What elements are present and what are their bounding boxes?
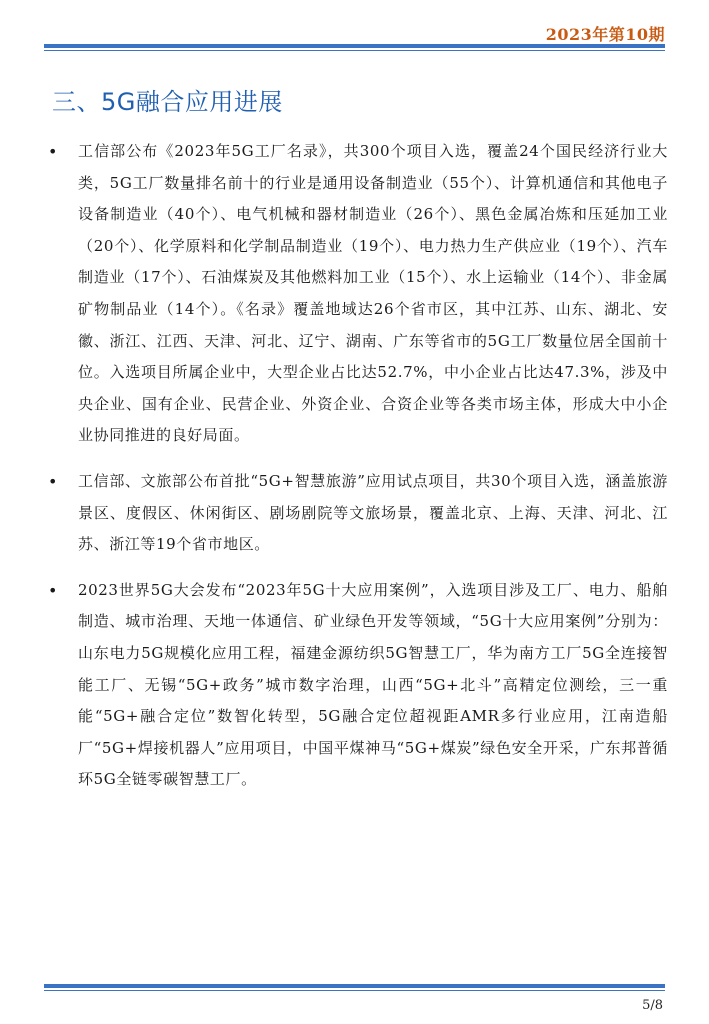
header-rule [44, 44, 665, 51]
page-number: 5/8 [642, 998, 663, 1013]
bullet-text: 2023世界5G大会发布“2023年5G十大应用案例”，入选项目涉及工厂、电力、船舶制造、城市治理、天地一体通信、矿业绿色开发等领域，“5G十大应用案例”分别为：山东电力5G规模化应用工程，福建金源纺织5G智慧工厂，华为南方工厂5G全连接智能工厂、无锡“5G+政务”城市数字治理，山西“5G+北斗”高精定位测绘，三一重能“5G+融合定位”数智化转型，5G融合定位超视距AMR多行业应用，江南造船厂“5G+焊接机器人”应用项目，中国平煤神马“5G+煤炭”绿色安全开采，广东邦普循环5G全链零碳智慧工厂。 [78, 580, 668, 789]
bullet-list [48, 136, 668, 810]
bullet-text: 工信部公布《2023年5G工厂名录》，共300个项目入选，覆盖24个国民经济行业大类，5G工厂数量排名前十的行业是通用设备制造业（55个）、计算机通信和其他电子设备制造业（40个）、电气机械和器材制造业（26个）、黑色金属冶炼和压延加工业（20个）、化学原料和化学制品制造业（19个）、电力热力生产供应业（19个）、汽车制造业（17个）、石油煤炭及其他燃料加工业（15个）、水上运输业（14个）、非金属矿物制品业（14个）。《名录》覆盖地域达26个省市区，其中江苏、山东、湖北、安徽、浙江、江西、天津、河北、辽宁、湖南、广东等省市的5G工厂数量位居全国前十位。入选项目所属企业中，大型企业占比达52.7%，中小企业占比达47.3%，涉及中央企业、国有企业、民营企业、外资企业、合资企业等各类市场主体，形成大中小企业协同推进的良好局面。 [78, 142, 668, 445]
issue-label: 2023年第10期 [545, 25, 665, 44]
bullet-item [48, 575, 668, 796]
section-title: 三、5G融合应用进展 [52, 88, 283, 116]
bullet-text: 工信部、文旅部公布首批“5G+智慧旅游”应用试点项目，共30个项目入选，涵盖旅游景区、度假区、休闲街区、剧场剧院等文旅场景，覆盖北京、上海、天津、河北、江苏、浙江等19个省市地区。 [78, 471, 668, 554]
bullet-dot-icon: • [48, 142, 58, 161]
bullet-item [48, 466, 668, 561]
bullet-dot-icon: • [48, 580, 58, 600]
footer-rule [44, 984, 665, 991]
bullet-dot-icon: • [48, 471, 58, 491]
bullet-item [48, 136, 668, 452]
